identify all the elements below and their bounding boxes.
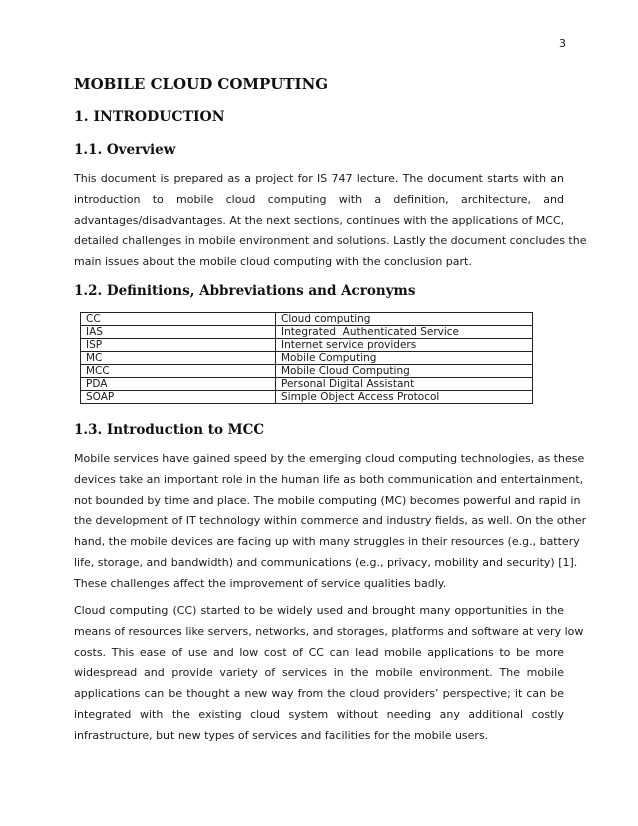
section-heading-definitions: 1.2. Definitions, Abbreviations and Acronyms (74, 283, 416, 299)
section-heading-introduction: 1. INTRODUCTION (74, 109, 225, 125)
paragraph-line: Cloud computing (CC) started to be widely used and brought many opportunities in the (74, 604, 564, 617)
paragraph-line: detailed challenges in mobile environment and solutions. Lastly the document concludes the (74, 234, 587, 248)
paragraph-line: This document is prepared as a project for IS 747 lecture. The document starts with an (74, 172, 564, 185)
abbreviation-cell: MC (81, 352, 276, 365)
table-row (81, 339, 533, 352)
paragraph-line: costs. This ease of use and low cost of CC can lead mobile applications to be more (74, 645, 564, 659)
paragraph-line: the development of IT technology within commerce and industry fields, as well. On the other (74, 514, 587, 528)
meaning-cell: Integrated Authenticated Service (276, 326, 533, 339)
meaning-cell: Cloud computing (276, 313, 533, 326)
abbreviation-cell: ISP (81, 339, 276, 352)
meaning-cell: Simple Object Access Protocol (276, 391, 533, 404)
document-title: MOBILE CLOUD COMPUTING (74, 75, 329, 93)
paragraph-line: introduction to mobile cloud computing with a definition, architecture, and (74, 192, 564, 206)
paragraph-line: advantages/disadvantages. At the next sections, continues with the applications of MCC, (74, 213, 565, 227)
table-row (81, 326, 533, 339)
meaning-cell: Personal Digital Assistant (276, 378, 533, 391)
paragraph-line: means of resources like servers, networks, and storages, platforms and software at very low (74, 624, 584, 638)
paragraph-line: applications can be thought a new way from the cloud providers’ perspective; it can be (74, 687, 564, 701)
paragraph-line: not bounded by time and place. The mobile computing (MC) becomes powerful and rapid in (74, 493, 581, 507)
paragraph-line: infrastructure, but new types of services and facilities for the mobile users. (74, 728, 489, 742)
abbreviation-cell: SOAP (81, 391, 276, 404)
meaning-cell: Mobile Cloud Computing (276, 365, 533, 378)
paragraph-line: devices take an important role in the human life as both communication and entertainment, (74, 472, 584, 486)
paragraph-line: life, storage, and bandwidth) and communications (e.g., privacy, mobility and security) [1]. (74, 555, 578, 569)
abbreviation-cell: MCC (81, 365, 276, 378)
definitions-table (80, 312, 533, 404)
section-heading-intro-mcc: 1.3. Introduction to MCC (74, 422, 265, 438)
abbreviation-cell: PDA (81, 378, 276, 391)
meaning-cell: Mobile Computing (276, 352, 533, 365)
overview-paragraph (74, 169, 587, 273)
section-heading-overview: 1.1. Overview (74, 142, 176, 158)
paragraph-line: Mobile services have gained speed by the emerging cloud computing technologies, as these (74, 452, 585, 465)
paragraph-line: main issues about the mobile cloud computing with the conclusion part. (74, 255, 472, 269)
abbreviation-cell: IAS (81, 326, 276, 339)
table-row (81, 378, 533, 391)
paragraph-line: widespread and provide variety of services in the mobile environment. The mobile (74, 666, 564, 680)
table-row (81, 313, 533, 326)
abbreviation-cell: CC (81, 313, 276, 326)
paragraph-line: integrated with the existing cloud system without needing any additional costly (74, 707, 564, 721)
intro-mcc-paragraph-2 (74, 601, 584, 747)
table-row (81, 352, 533, 365)
meaning-cell: Internet service providers (276, 339, 533, 352)
table-row (81, 391, 533, 404)
paragraph-line: hand, the mobile devices are facing up with many struggles in their resources (e.g., battery (74, 535, 580, 549)
paragraph-line: These challenges affect the improvement of service qualities badly. (74, 576, 447, 590)
page-number: 3 (559, 37, 566, 50)
table-row (81, 365, 533, 378)
intro-mcc-paragraph-1 (74, 449, 587, 595)
